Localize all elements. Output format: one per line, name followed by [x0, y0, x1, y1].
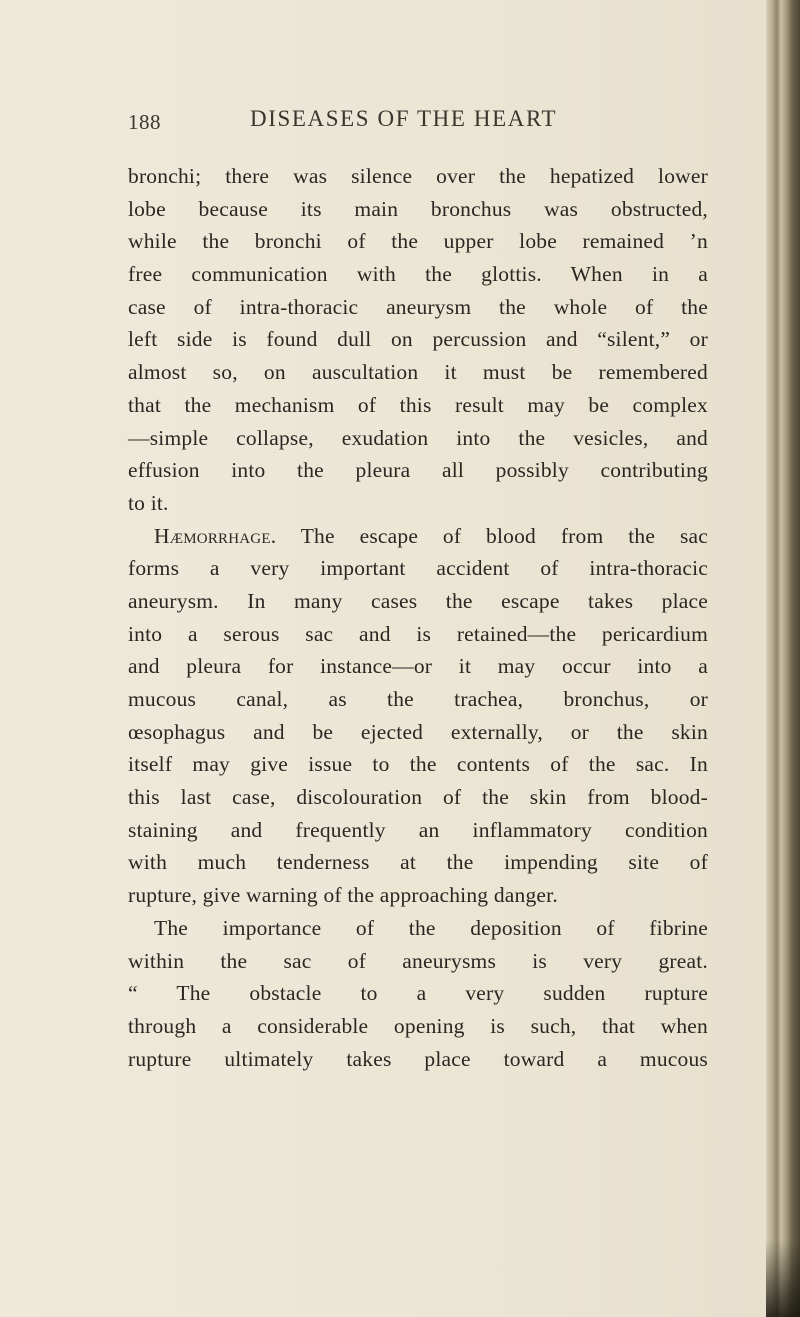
text-line: staining and frequently an inflammatory condition: [128, 817, 708, 842]
text-line: this last case, discolouration of the skin from blood-: [128, 785, 708, 810]
text-line: lobe because its main bronchus was obstructed,: [128, 196, 708, 221]
section-heading-haemorrhage: Hæmorrhage.: [154, 523, 277, 548]
text-line-rest: The escape of blood from the sac: [276, 523, 708, 548]
text-line: bronchi; there was silence over the hepatized lower: [128, 164, 708, 188]
text-line: itself may give issue to the contents of the sac. In: [128, 752, 708, 777]
text-line: almost so, on auscultation it must be remembered: [128, 360, 708, 385]
book-binding-edge: [766, 0, 800, 1317]
running-head: DISEASES OF THE HEART: [250, 106, 558, 131]
text-line: forms a very important accident of intra-thoracic: [128, 556, 708, 581]
text-line: œsophagus and be ejected externally, or the skin: [128, 719, 708, 744]
text-line: within the sac of aneurysms is very great.: [128, 948, 708, 973]
text-line: left side is found dull on percussion and “silent,” or: [128, 327, 708, 352]
text-line: —simple collapse, exudation into the vesicles, and: [128, 425, 708, 450]
text-line: mucous canal, as the trachea, bronchus, or: [128, 687, 708, 711]
text-line: that the mechanism of this result may be complex: [128, 392, 708, 417]
text-line: rupture, give warning of the approaching danger.: [128, 883, 558, 908]
page-header: [0, 106, 760, 150]
body-text: [128, 160, 708, 1075]
haemorrhage-paragraph-start: [128, 520, 708, 553]
text-line: through a considerable opening is such, that when: [128, 1013, 708, 1038]
text-line: The importance of the deposition of fibrine: [154, 915, 708, 940]
text-line: aneurysm. In many cases the escape takes place: [128, 588, 708, 613]
binding-shadow: [766, 1240, 800, 1317]
page-number: 188: [128, 110, 161, 134]
text-line: and pleura for instance—or it may occur into a: [128, 654, 708, 679]
text-line: into a serous sac and is retained—the pericardium: [128, 621, 708, 646]
text-line: “ The obstacle to a very sudden rupture: [128, 981, 708, 1006]
text-line: effusion into the pleura all possibly contributing: [128, 458, 708, 483]
text-line: to it.: [128, 490, 169, 515]
text-line: with much tenderness at the impending site of: [128, 850, 708, 875]
text-line: while the bronchi of the upper lobe remained ’n: [128, 229, 708, 254]
text-line: case of intra-thoracic aneurysm the whole of the: [128, 294, 708, 319]
text-line: rupture ultimately takes place toward a mucous: [128, 1046, 708, 1071]
text-line: free communication with the glottis. When in a: [128, 262, 708, 287]
